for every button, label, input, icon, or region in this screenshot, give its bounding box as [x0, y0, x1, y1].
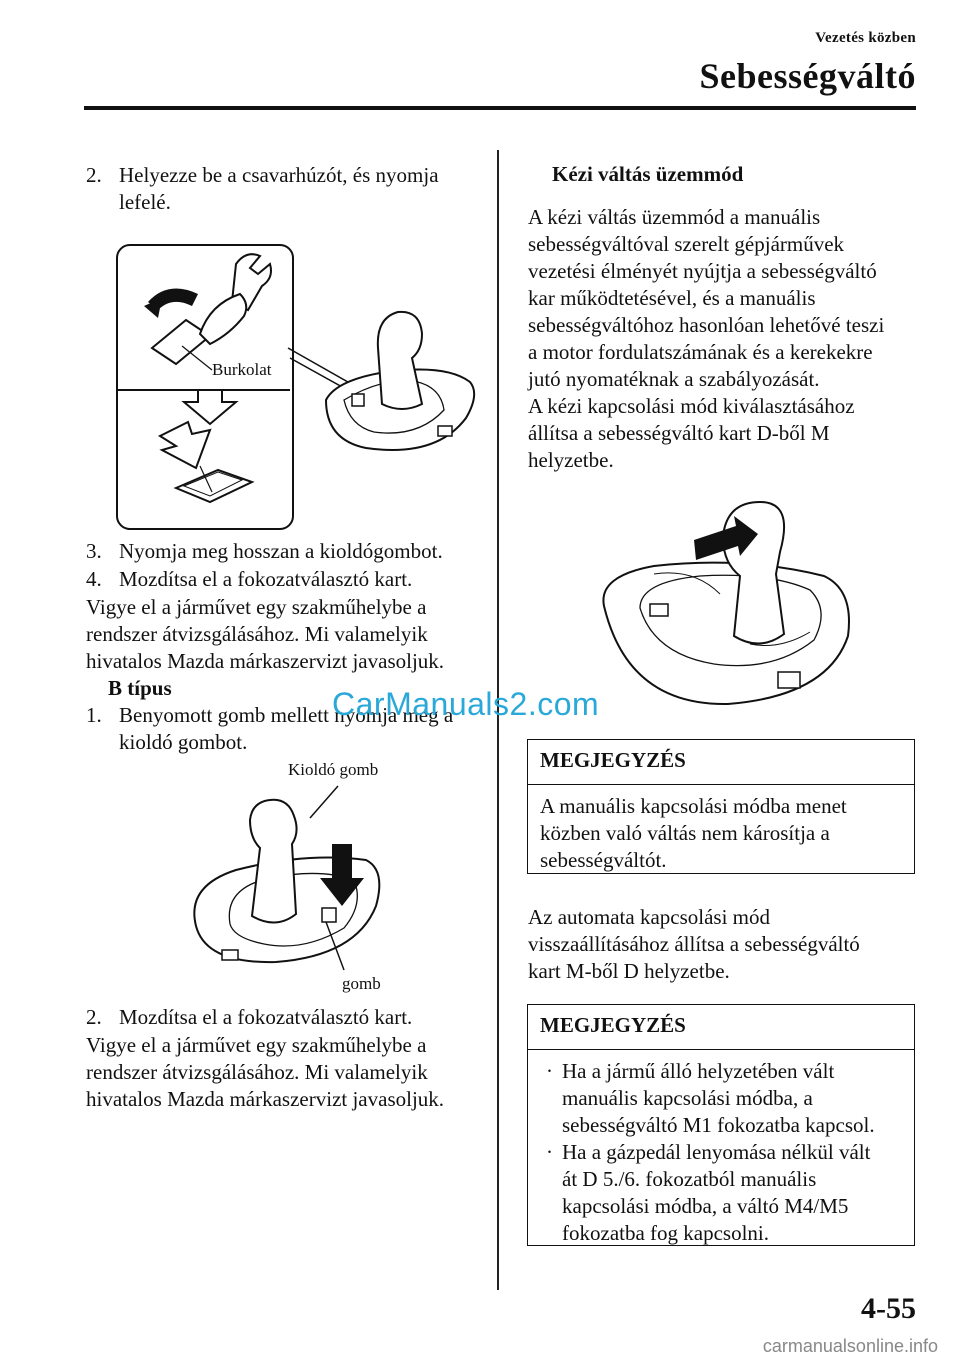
step-text-line: kioldó gombot. — [119, 730, 248, 754]
bullet-dot-icon: · — [546, 1059, 553, 1083]
step-number: 2. — [86, 163, 102, 187]
figure-2-caption-button: gomb — [342, 974, 381, 993]
text-line: rendszer átvizsgálásához. Mi valamelyik — [86, 622, 428, 646]
step-text-line: Nyomja meg hosszan a kioldógombot. — [119, 539, 443, 563]
subheading-type-b: B típus — [108, 676, 172, 700]
page-title: Sebességváltó — [699, 56, 916, 96]
section-heading-manual-mode: Kézi váltás üzemmód — [552, 162, 744, 186]
note-line: A manuális kapcsolási módba menet — [540, 794, 847, 818]
text-line: kart M-ből D helyzetbe. — [528, 959, 730, 983]
cover-removal-figure — [116, 230, 486, 530]
note-title: MEGJEGYZÉS — [528, 740, 914, 785]
bullet-dot-icon: · — [546, 1140, 553, 1164]
step-text-line: Mozdítsa el a fokozatválasztó kart. — [119, 1005, 413, 1029]
text-line: Vigye el a járművet egy szakműhelybe a — [86, 1033, 427, 1057]
note-line: Ha a gázpedál lenyomása nélkül vált — [562, 1140, 871, 1164]
text-line: állítsa a sebességváltó kart D-ből M — [528, 421, 830, 445]
note-body — [528, 785, 914, 882]
footer-watermark: carmanualsonline.info — [762, 1336, 938, 1356]
type-b-shifter-figure — [186, 780, 386, 980]
note-body — [528, 1050, 914, 1255]
step-text-line: Mozdítsa el a fokozatválasztó kart. — [119, 567, 413, 591]
text-line: sebességváltóhoz hasonlóan lehetővé teszi — [528, 313, 885, 337]
note-line: manuális kapcsolási módba, a — [562, 1086, 813, 1110]
step-text-line: lefelé. — [119, 190, 171, 214]
page-number: 4-55 — [861, 1292, 916, 1325]
note-box-1 — [527, 739, 915, 874]
text-line: Az automata kapcsolási mód — [528, 905, 771, 929]
header-rule — [84, 106, 916, 110]
note-bullet — [540, 1139, 902, 1247]
text-line: A kézi váltás üzemmód a manuális — [528, 205, 821, 229]
note-line: közben való váltás nem károsítja a — [540, 821, 830, 845]
text-line: hivatalos Mazda márkaszervizt javasoljuk. — [86, 1087, 445, 1111]
watermark: CarManuals2.com — [332, 686, 600, 722]
note-title: MEGJEGYZÉS — [528, 1005, 914, 1050]
step-b2-move-lever — [86, 1004, 486, 1032]
paragraph-manual-mode — [528, 204, 928, 474]
note-line: fokozatba fog kapcsolni. — [562, 1221, 770, 1245]
note-box-2 — [527, 1004, 915, 1246]
manual-mode-shifter-figure — [600, 496, 860, 712]
step-4-move-lever — [86, 566, 486, 594]
text-line: A kézi kapcsolási mód kiválasztásához — [528, 394, 855, 418]
note-line: át D 5./6. fokozatból manuális — [562, 1167, 817, 1191]
text-line: visszaállításához állítsa a sebességváltó — [528, 932, 860, 956]
text-line: sebességváltóval szerelt gépjárművek — [528, 232, 845, 256]
paragraph-workshop-1 — [86, 594, 486, 675]
paragraph-workshop-2 — [86, 1032, 486, 1113]
text-line: Vigye el a járművet egy szakműhelybe a — [86, 595, 427, 619]
step-number: 3. — [86, 539, 102, 563]
note-line: Ha a jármű álló helyzetében vált — [562, 1059, 835, 1083]
text-line: helyzetbe. — [528, 448, 614, 472]
note-bullet — [540, 1058, 902, 1139]
text-line: a motor fordulatszámának és a kerekekre — [528, 340, 873, 364]
text-line: hivatalos Mazda márkaszervizt javasoljuk. — [86, 649, 445, 673]
text-line: vezetési élményét nyújtja a sebességváltó — [528, 259, 877, 283]
section-label: Vezetés közben — [815, 30, 916, 46]
step-number: 4. — [86, 567, 102, 591]
figure-2-caption-release-button: Kioldó gomb — [288, 760, 379, 779]
note-line: sebességváltót. — [540, 848, 667, 872]
text-line: jutó nyomatéknak a szabályozását. — [528, 367, 820, 391]
figure-1-caption-cover: Burkolat — [212, 360, 272, 379]
note-line: sebességváltó M1 fokozatba kapcsol. — [562, 1113, 875, 1137]
step-2-insert-screwdriver — [86, 162, 486, 218]
text-line: kar működtetésével, és a manuális — [528, 286, 816, 310]
step-number: 1. — [86, 703, 102, 727]
step-3-press-release — [86, 538, 486, 566]
text-line: rendszer átvizsgálásához. Mi valamelyik — [86, 1060, 428, 1084]
step-number: 2. — [86, 1005, 102, 1029]
paragraph-auto-mode — [528, 904, 928, 985]
step-text-line: Benyomott gomb mellett nyomja meg a — [119, 703, 454, 727]
step-text-line: Helyezze be a csavarhúzót, és nyomja — [119, 163, 439, 187]
note-line: kapcsolási módba, a váltó M4/M5 — [562, 1194, 849, 1218]
